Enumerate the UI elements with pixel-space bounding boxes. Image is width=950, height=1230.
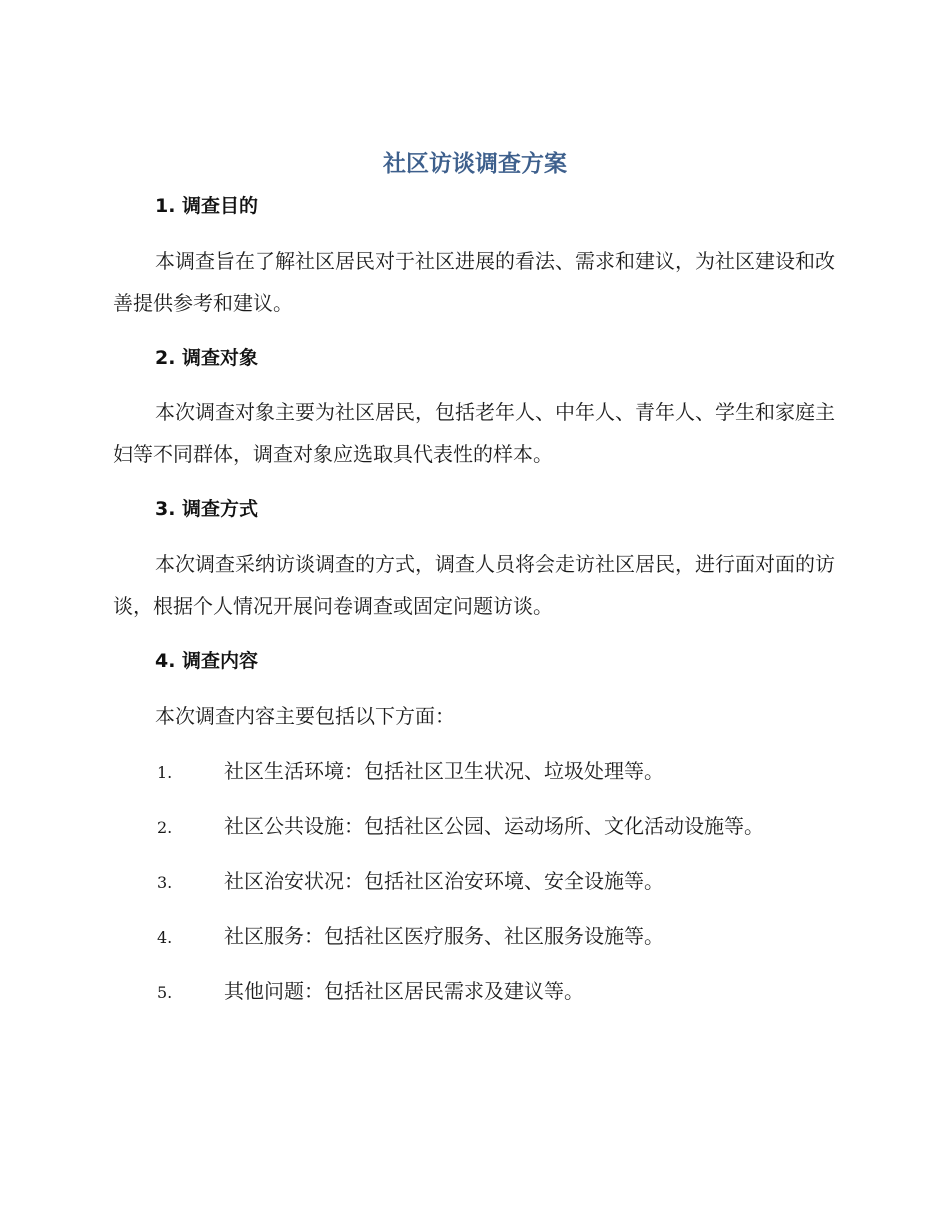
- list-item-text: 社区生活环境：包括社区卫生状况、垃圾处理等。: [224, 759, 664, 783]
- document-title: 社区访谈调查方案: [383, 151, 567, 177]
- list-item: [0, 976, 950, 1006]
- section-body-method: 本次调查采纳访谈调查的方式，调查人员将会走访社区居民，进行面对面的访谈，根据个人情况开展问卷调查或固定问题访谈。: [113, 552, 835, 618]
- list-item-number: 4.: [157, 928, 173, 947]
- list-item-number: 5.: [157, 983, 173, 1002]
- section-heading-subjects: 2. 调查对象: [155, 347, 259, 369]
- section-heading-purpose: 1. 调查目的: [155, 195, 259, 217]
- section-body-subjects: 本次调查对象主要为社区居民，包括老年人、中年人、青年人、学生和家庭主妇等不同群体，调查对象应选取具代表性的样本。: [113, 400, 835, 466]
- list-item: [0, 756, 950, 786]
- section-intro-content: 本次调查内容主要包括以下方面：: [155, 704, 455, 728]
- section-heading-method: 3. 调查方式: [155, 498, 259, 520]
- section-body-purpose: 本调查旨在了解社区居民对于社区进展的看法、需求和建议，为社区建设和改善提供参考和建议。: [113, 249, 835, 315]
- list-item-number: 1.: [157, 763, 173, 782]
- list-item-text: 其他问题：包括社区居民需求及建议等。: [224, 979, 584, 1003]
- list-item-text: 社区服务：包括社区医疗服务、社区服务设施等。: [224, 924, 664, 948]
- list-item-text: 社区公共设施：包括社区公园、运动场所、文化活动设施等。: [224, 814, 764, 838]
- list-item-number: 3.: [157, 873, 173, 892]
- list-item-text: 社区治安状况：包括社区治安环境、安全设施等。: [224, 869, 664, 893]
- list-item: [0, 866, 950, 896]
- list-item-number: 2.: [157, 818, 173, 837]
- list-item: [0, 811, 950, 841]
- section-heading-content: 4. 调查内容: [155, 650, 259, 672]
- list-item: [0, 921, 950, 951]
